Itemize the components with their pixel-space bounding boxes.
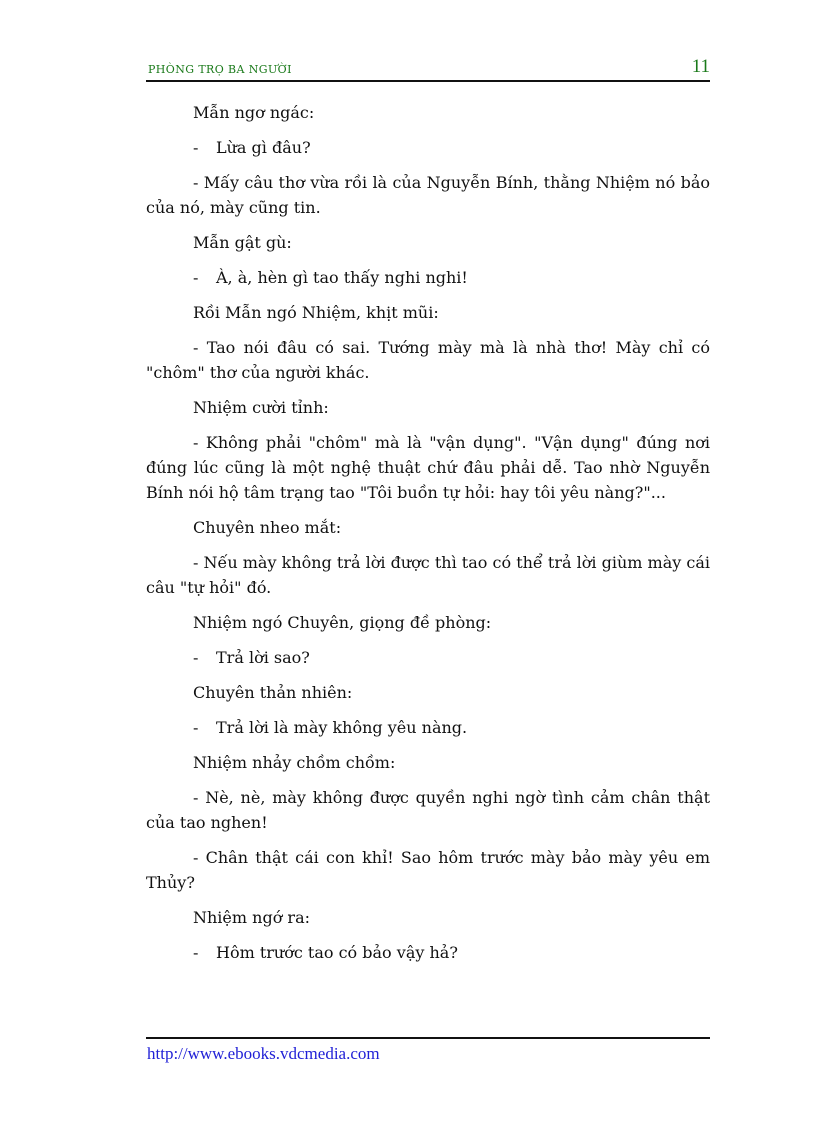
footer-website-link[interactable]: http://www.ebooks.vdcmedia.com <box>147 1044 380 1063</box>
dash-mark: - <box>193 718 199 737</box>
dialogue-line <box>146 135 710 160</box>
dash-mark: - <box>193 138 199 157</box>
dialogue-line <box>146 940 710 965</box>
dash-mark: - <box>193 648 199 667</box>
paragraph: Nhiệm cười tỉnh: <box>193 398 329 417</box>
dialogue-text: Lừa gì đâu? <box>216 138 311 157</box>
book-title: PHÒNG TRỌ BA NGƯỜI <box>148 63 292 76</box>
paragraph: - Tao nói đâu có sai. Tướng mày mà là nhà thơ! Mày chỉ có "chôm" thơ của người khác. <box>146 338 710 382</box>
paragraph: - Nếu mày không trả lời được thì tao có thể trả lời giùm mày cái câu "tự hỏi" đó. <box>146 553 710 597</box>
paragraph: Nhiệm ngó Chuyên, giọng đề phòng: <box>193 613 492 632</box>
dialogue-text: Trả lời sao? <box>216 648 310 667</box>
paragraph: - Nè, nè, mày không được quyền nghi ngờ tình cảm chân thật của tao nghen! <box>146 788 710 832</box>
dialogue-line <box>146 715 710 740</box>
paragraph: Mẫn gật gù: <box>193 233 292 252</box>
dialogue-line <box>146 265 710 290</box>
page-number: 11 <box>691 56 710 77</box>
dialogue-text: Hôm trước tao có bảo vậy hả? <box>216 943 458 962</box>
paragraph: Rồi Mẫn ngó Nhiệm, khịt mũi: <box>193 303 439 322</box>
dash-mark: - <box>193 943 199 962</box>
dialogue-text: À, à, hèn gì tao thấy nghi nghi! <box>216 268 468 287</box>
paragraph: Nhiệm ngớ ra: <box>193 908 310 927</box>
paragraph: - Không phải "chôm" mà là "vận dụng". "Vận dụng" đúng nơi đúng lúc cũng là một nghệ thuật chứ đâu phải dễ. Tao nhờ Nguyễn Bính nói hộ tâm trạng tao "Tôi buồn tự hỏi: hay tôi yêu nàng?"... <box>146 433 710 502</box>
paragraph: Nhiệm nhảy chồm chồm: <box>193 753 396 772</box>
story-text <box>146 100 710 975</box>
dialogue-line <box>146 645 710 670</box>
page-header <box>146 58 710 82</box>
paragraph: Chuyên nheo mắt: <box>193 518 342 537</box>
footer-divider <box>146 1037 710 1039</box>
paragraph: - Chân thật cái con khỉ! Sao hôm trước mày bảo mày yêu em Thủy? <box>146 848 710 892</box>
dialogue-text: Trả lời là mày không yêu nàng. <box>216 718 468 737</box>
paragraph: Chuyên thản nhiên: <box>193 683 353 702</box>
paragraph: - Mấy câu thơ vừa rồi là của Nguyễn Bính, thằng Nhiệm nó bảo của nó, mày cũng tin. <box>146 173 710 217</box>
dash-mark: - <box>193 268 199 287</box>
paragraph: Mẫn ngơ ngác: <box>193 103 315 122</box>
